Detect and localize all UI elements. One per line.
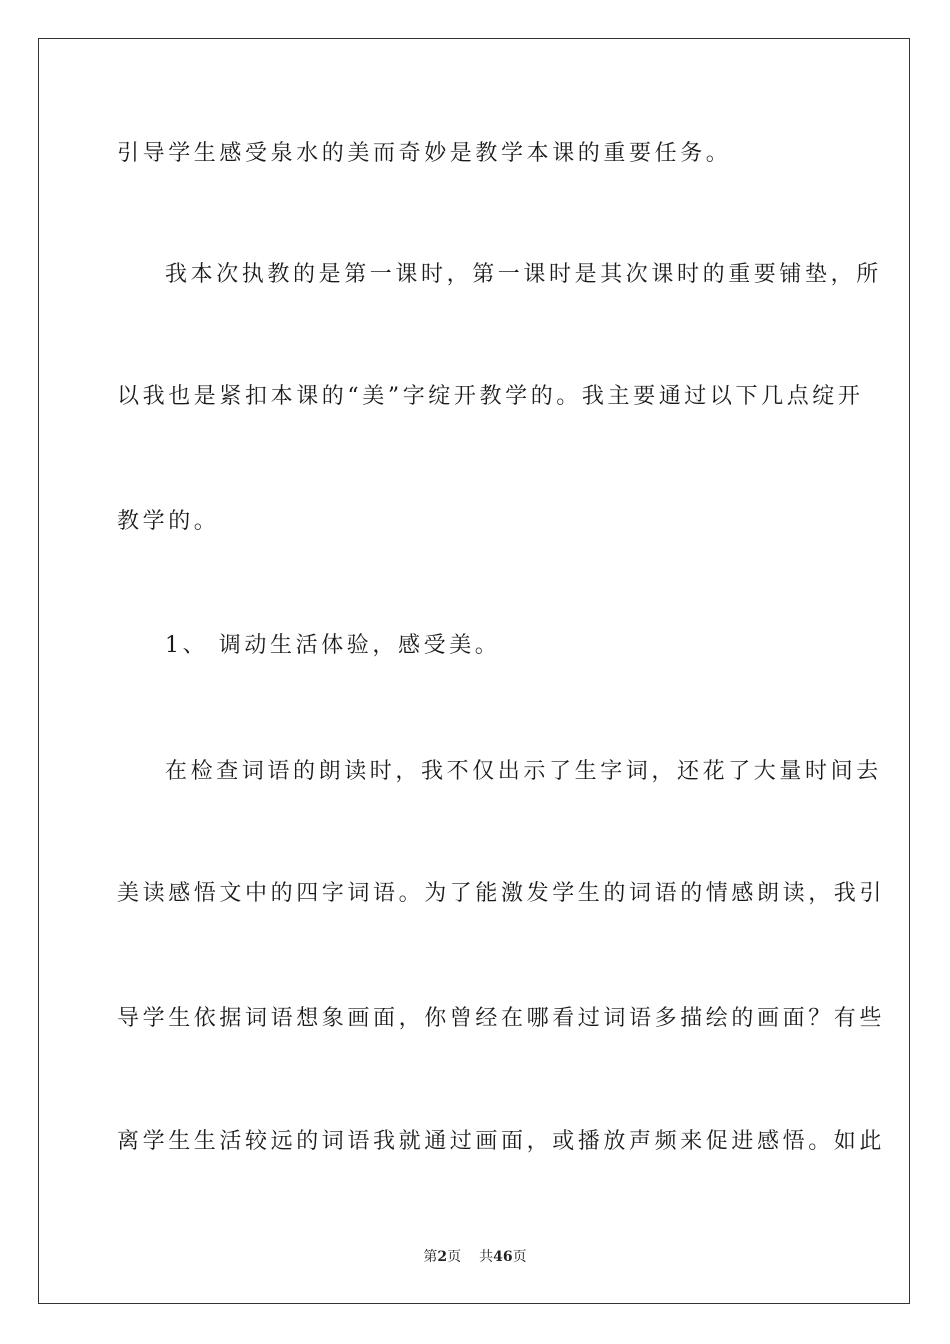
- list-item-heading: 1、 调动生活体验，感受美。: [165, 633, 501, 658]
- text-line-6: 在检查词语的朗读时，我不仅出示了生字词，还花了大量时间去: [165, 759, 882, 784]
- footer-page-number: 2: [437, 1249, 448, 1265]
- footer-total-number: 46: [493, 1249, 513, 1265]
- text-line-2: 我本次执教的是第一课时，第一课时是其次课时的重要铺垫，所: [165, 262, 882, 287]
- text-line-8: 导学生依据词语想象画面，你曾经在哪看过词语多描绘的画面？有些: [117, 1006, 886, 1031]
- page-border: [38, 38, 910, 1304]
- footer-total-suffix: 页: [512, 1249, 527, 1265]
- text-line-4: 教学的。: [117, 509, 220, 534]
- text-line-7: 美读感悟文中的四字词语。为了能激发学生的词语的情感朗读，我引: [117, 881, 886, 906]
- footer-total-prefix: 共: [479, 1249, 494, 1265]
- text-line-9: 离学生生活较远的词语我就通过画面，或播放声频来促进感悟。如此: [117, 1129, 886, 1154]
- footer-page-prefix: 第: [423, 1249, 438, 1265]
- footer-page-suffix: 页: [447, 1249, 462, 1265]
- text-line-3: 以我也是紧扣本课的“美”字绽开教学的。我主要通过以下几点绽开: [117, 384, 864, 409]
- page-footer: [0, 1248, 950, 1266]
- text-line-1: 引导学生感受泉水的美而奇妙是教学本课的重要任务。: [117, 141, 732, 166]
